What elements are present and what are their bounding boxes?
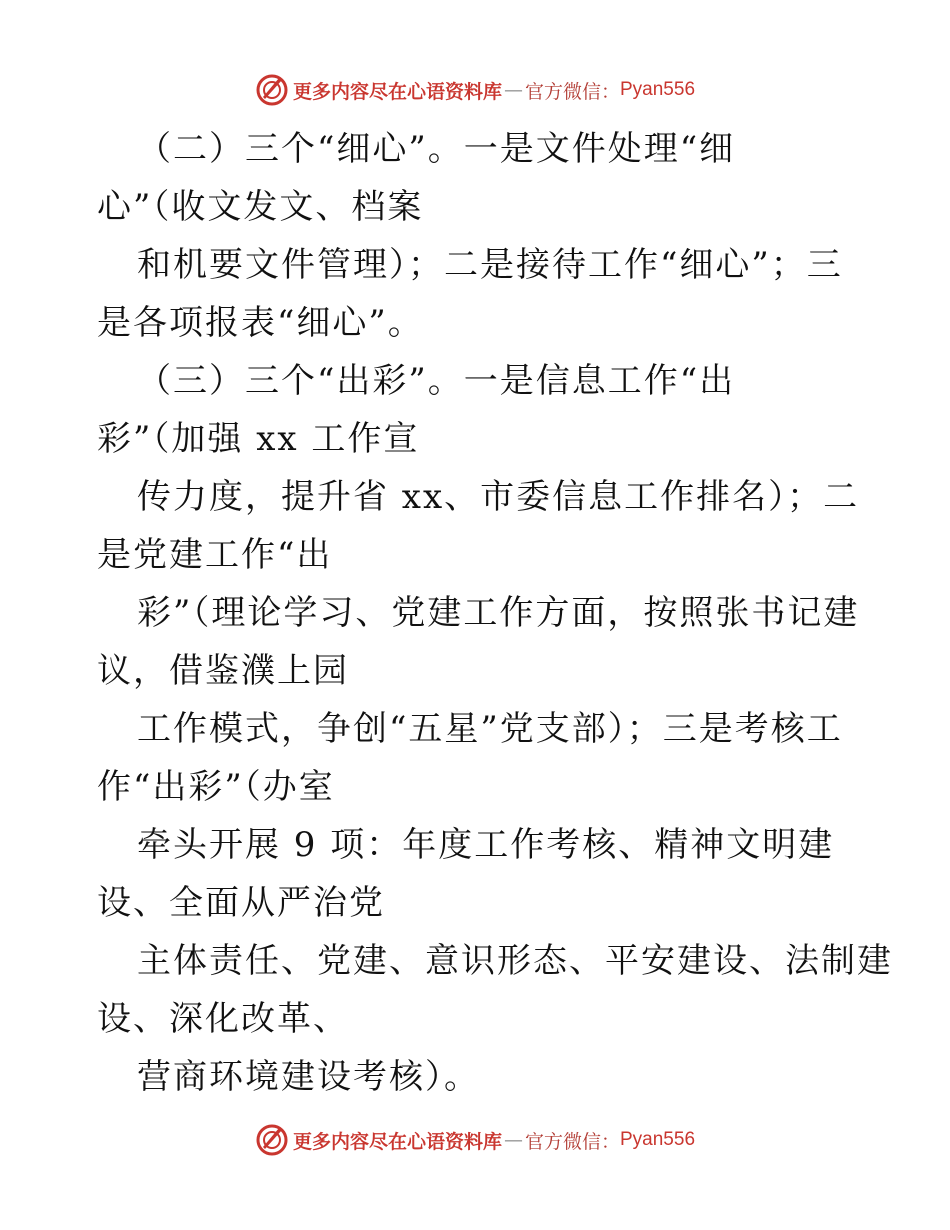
watermark-main-text: 更多内容尽在心语资料库 bbox=[292, 80, 502, 103]
paragraph-line: 是各项报表“细心”。 bbox=[97, 303, 424, 343]
paragraph-line: 心”（收文发文、档案 bbox=[97, 187, 424, 227]
watermark-dash: — bbox=[503, 79, 523, 101]
watermark-official-label: 官方微信： bbox=[524, 1130, 620, 1153]
watermark-official-label: 官方微信： bbox=[524, 80, 620, 103]
paragraph-line: 牵头开展 9 项：年度工作考核、精神文明建 bbox=[137, 825, 835, 865]
paragraph-line: （三）三个“出彩”。一是信息工作“出 bbox=[137, 361, 736, 401]
paragraph-line: 设、全面从严治党 bbox=[97, 883, 385, 923]
paragraph-line: 和机要文件管理）；二是接待工作“细心”；三 bbox=[137, 245, 843, 285]
paragraph-line: 营商环境建设考核）。 bbox=[137, 1057, 480, 1097]
header-watermark bbox=[0, 70, 950, 110]
footer-watermark bbox=[0, 1120, 950, 1160]
paragraph-line: 彩”（理论学习、党建工作方面，按照张书记建 bbox=[137, 593, 860, 633]
paragraph-line: 是党建工作“出 bbox=[97, 535, 333, 575]
paragraph-line: 工作模式，争创“五星”党支部）；三是考核工 bbox=[137, 709, 843, 749]
paragraph-line: 设、深化改革、 bbox=[97, 999, 349, 1039]
quill-logo-icon bbox=[255, 73, 289, 107]
paragraph-line: 议，借鉴濮上园 bbox=[97, 651, 349, 691]
paragraph-line: 作“出彩”（办室 bbox=[97, 767, 335, 807]
paragraph-line: 主体责任、党建、意识形态、平安建设、法制建 bbox=[137, 941, 893, 981]
quill-logo-icon bbox=[255, 1123, 289, 1157]
paragraph-line: 传力度，提升省 xx、市委信息工作排名）；二 bbox=[137, 477, 860, 517]
watermark-main-text: 更多内容尽在心语资料库 bbox=[292, 1130, 502, 1153]
watermark-dash: — bbox=[503, 1129, 523, 1151]
paragraph-line: （二）三个“细心”。一是文件处理“细 bbox=[137, 129, 736, 169]
watermark-wechat-id: Pyan556 bbox=[620, 1129, 696, 1150]
paragraph-line: 彩”（加强 xx 工作宣 bbox=[97, 419, 420, 459]
watermark-wechat-id: Pyan556 bbox=[620, 79, 696, 100]
